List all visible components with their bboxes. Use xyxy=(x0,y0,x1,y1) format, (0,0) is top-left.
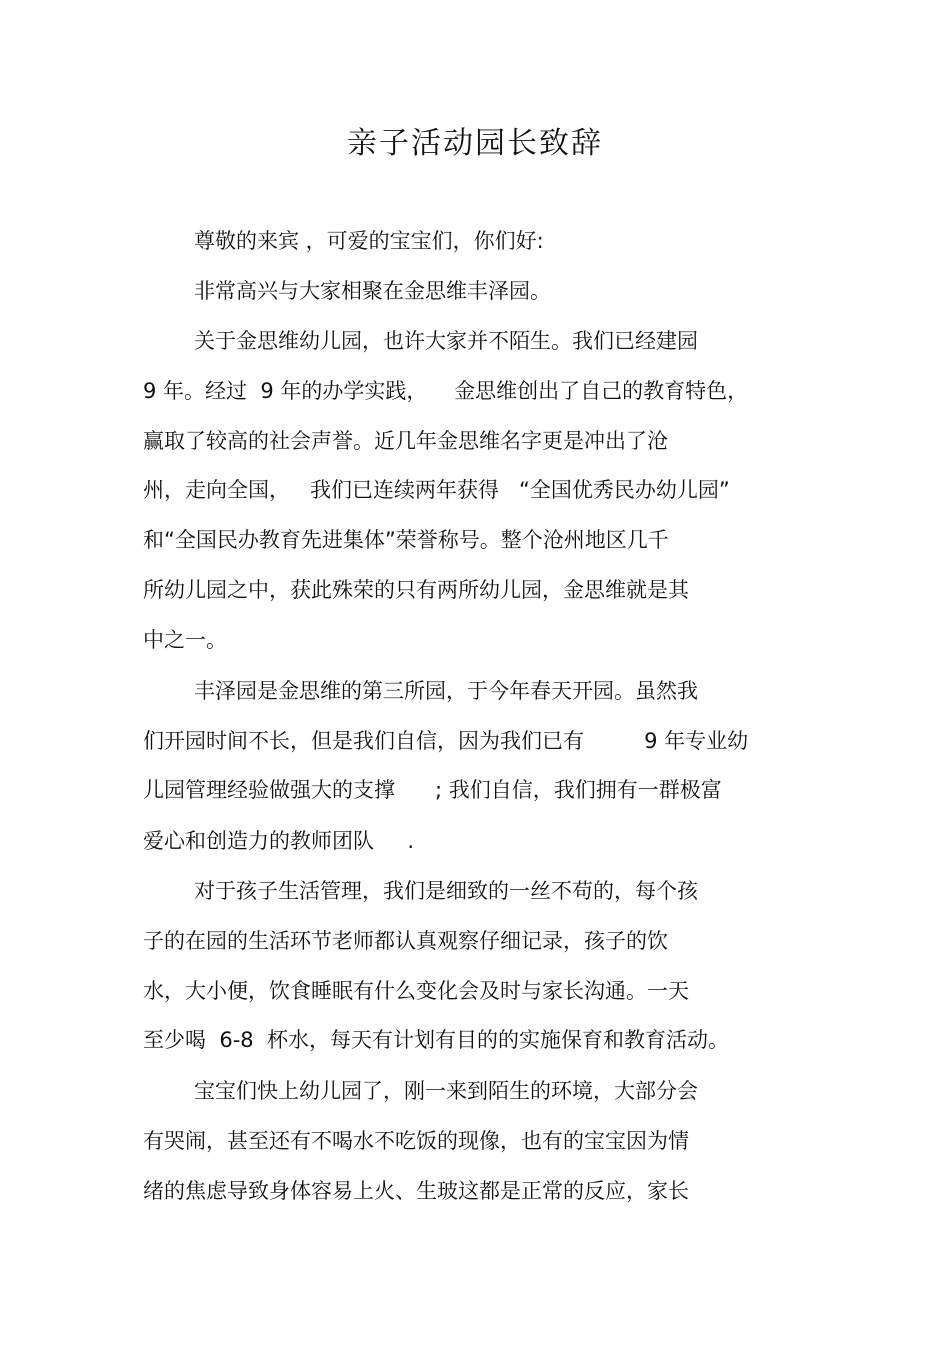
text-line: 至少喝 6-8 杯水，每天有计划有目的的实施保育和教育活动。 xyxy=(143,1028,729,1052)
text-line: 关于金思维幼儿园，也许大家并不陌生。我们已经建园 xyxy=(194,329,698,353)
text-line: 和“全国民办教育先进集体”荣誉称号。整个沧州地区几千 xyxy=(143,528,669,552)
text-line: 儿园管理经验做强大的支撑 ; 我们自信，我们拥有一群极富 xyxy=(143,778,722,802)
text-line: 丰泽园是金思维的第三所园，于今年春天开园。虽然我 xyxy=(194,679,698,703)
text-line: 非常高兴与大家相聚在金思维丰泽园。 xyxy=(194,279,551,303)
text-line: 水，大小便，饮食睡眠有什么变化会及时与家长沟通。一天 xyxy=(143,979,689,1003)
text-line: 有哭闹，甚至还有不喝水不吃饭的现像，也有的宝宝因为情 xyxy=(143,1129,689,1153)
text-line: 赢取了较高的社会声誉。近几年金思维名字更是冲出了沧 xyxy=(143,429,668,453)
text-line: 所幼儿园之中，获此殊荣的只有两所幼儿园，金思维就是其 xyxy=(143,578,689,602)
document-title: 亲子活动园长致辞 xyxy=(347,126,603,161)
text-line: 爱心和创造力的教师团队 . xyxy=(143,829,415,853)
text-line: 对于孩子生活管理，我们是细致的一丝不苟的，每个孩 xyxy=(194,879,698,903)
text-line-greeting: 尊敬的来宾 ，可爱的宝宝们，你们好: xyxy=(194,229,544,253)
text-line: 宝宝们快上幼儿园了，刚一来到陌生的环境，大部分会 xyxy=(194,1079,698,1103)
text-line: 子的在园的生活环节老师都认真观察仔细记录，孩子的饮 xyxy=(143,929,668,953)
text-line: 绪的焦虑导致身体容易上火、生玻这都是正常的反应，家长 xyxy=(143,1179,689,1203)
text-line: 中之一。 xyxy=(143,628,227,652)
text-line: 们开园时间不长，但是我们自信，因为我们已有 9 年专业幼 xyxy=(143,729,749,753)
text-line: 9 年。经过 9 年的办学实践， 金思维创出了自己的教育特色， xyxy=(143,379,749,403)
text-line: 州，走向全国， 我们已连续两年获得 “全国优秀民办幼儿园” xyxy=(143,478,730,502)
